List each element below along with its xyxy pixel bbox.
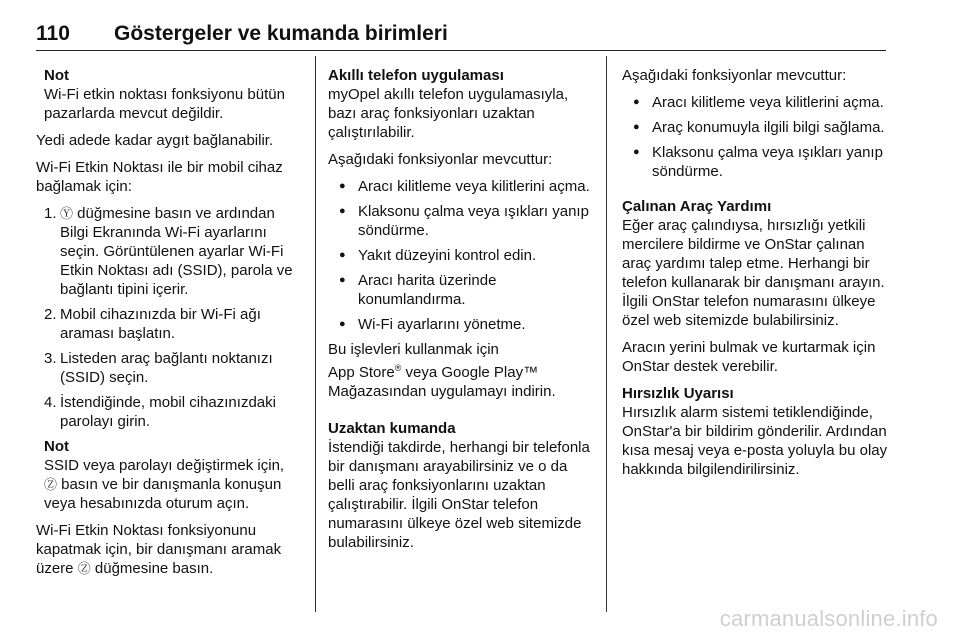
note-ssid-change: [44, 437, 304, 513]
paragraph-remote-control: İstendiği takdirde, herhangi bir telefonla bir danışmanı arayabilirsiniz ve o da belli araç fonksiyonlarını uzaktan çalıştırabilir. İlgili OnStar telefon numarasını ülkeye özel web sitemizde bulabilirsiniz.: [328, 439, 590, 551]
onstar-button-icon: Ⓩ: [44, 477, 58, 492]
connect-steps: [36, 204, 304, 431]
note-title: Not: [44, 438, 69, 455]
paragraph-disable-hotspot: Wi-Fi Etkin Noktası fonksiyonunu kapatmak için, bir danışmanı aramak üzere Ⓩ düğmesine basın.: [36, 522, 282, 577]
section-heading-smartphone-app: Akıllı telefon uygulaması: [328, 67, 504, 84]
paragraph-connect-intro: Wi-Fi Etkin Noktası ile bir mobil cihaz bağlamak için:: [36, 159, 283, 195]
step-number: 1.: [44, 205, 57, 222]
page-number: 110: [36, 22, 70, 45]
list-item: ● Klaksonu çalma veya ışıkları yanıp söndürme.: [622, 143, 888, 181]
column-right: [622, 66, 888, 487]
watermark: carmanualsonline.info: [719, 606, 938, 631]
app-function-list: [328, 177, 594, 334]
note-text: SSID veya parolayı değiştirmek için, Ⓩ basın ve bir danışmanla konuşun veya hesabınızda oturum açın.: [44, 457, 285, 512]
list-item: [36, 204, 304, 299]
paragraph-device-count: Yedi adede kadar aygıt bağlanabilir.: [36, 132, 274, 149]
step-number: 2.: [44, 306, 57, 323]
section-heading-theft-alarm: Hırsızlık Uyarısı: [622, 385, 734, 402]
paragraph-functions-intro: Aşağıdaki fonksiyonlar mevcuttur:: [328, 151, 553, 168]
list-item: ● Klaksonu çalma veya ışıkları yanıp söndürme.: [328, 202, 594, 240]
page-title: Göstergeler ve kumanda birimleri: [114, 22, 448, 45]
paragraph-functions-intro: Aşağıdaki fonksiyonlar mevcuttur:: [622, 67, 847, 84]
list-item: [36, 305, 304, 343]
step-number: 3.: [44, 350, 57, 367]
list-item: ● Aracı kilitleme veya kilitlerini açma.: [622, 93, 888, 112]
onstar-function-list: [622, 93, 888, 181]
section-heading-remote-control: Uzaktan kumanda: [328, 420, 456, 437]
list-item: [36, 349, 304, 387]
list-item: ● Aracı harita üzerinde konumlandırma.: [328, 271, 594, 309]
step-text: Mobil cihazınızda bir Wi-Fi ağı araması başlatın.: [60, 306, 261, 342]
list-item: [36, 393, 304, 431]
onstar-button-icon: Ⓩ: [77, 561, 91, 576]
step-text: İstendiğinde, mobil cihazınızdaki parolayı girin.: [60, 394, 276, 430]
note-wifi-availability: [44, 66, 304, 123]
page-header: [36, 22, 886, 51]
paragraph-vehicle-recovery: Aracın yerini bulmak ve kurtarmak için OnStar destek verebilir.: [622, 339, 876, 375]
step-text: düğmesine basın ve ardından Bilgi Ekranında Wi-Fi ayarlarını seçin. Görüntülenen ayarlar Wi-Fi Etkin Noktası adı (SSID), parola ve bağlantı tipini içerir.: [60, 205, 293, 298]
column-middle: [328, 66, 594, 560]
list-item: ● Aracı kilitleme veya kilitlerini açma.: [328, 177, 594, 196]
list-item: ● Yakıt düzeyini kontrol edin.: [328, 246, 594, 265]
column-left: [36, 66, 304, 586]
section-heading-stolen-vehicle: Çalınan Araç Yardımı: [622, 198, 772, 215]
column-divider-right: [606, 56, 607, 612]
list-item: ● Araç konumuyla ilgili bilgi sağlama.: [622, 118, 888, 137]
note-title: Not: [44, 67, 69, 84]
note-text: Wi-Fi etkin noktası fonksiyonu bütün pazarlarda mevcut değildir.: [44, 86, 285, 122]
step-text: Listeden araç bağlantı noktanızı (SSID) seçin.: [60, 350, 273, 386]
phone-button-icon: Ⓨ: [60, 206, 74, 221]
paragraph-theft-alarm: Hırsızlık alarm sistemi tetiklendiğinde, OnStar'a bir bildirim gönderilir. Ardından kısa mesaj veya e-posta yoluyla bu olay hakkında bilgilendirilirsiniz.: [622, 404, 888, 478]
paragraph-download-app: Bu işlevleri kullanmak için App Store® veya Google Play™ Mağazasından uygulamayı indirin.: [328, 341, 556, 400]
column-divider-left: [315, 56, 316, 612]
list-item: ● Wi-Fi ayarlarını yönetme.: [328, 315, 594, 334]
step-number: 4.: [44, 394, 57, 411]
paragraph-stolen-vehicle: Eğer araç çalındıysa, hırsızlığı yetkili mercilere bildirme ve OnStar çalınan araç yardımı talep etme. Herhangi bir telefon kullanarak bir danışmanı arayın. İlgili OnStar telefon numarasını ülkeye özel web sitemizde bulabilirsiniz.: [622, 217, 885, 329]
paragraph-app-intro: myOpel akıllı telefon uygulamasıyla, bazı araç fonksiyonları uzaktan çalıştırılabilir.: [328, 86, 569, 141]
